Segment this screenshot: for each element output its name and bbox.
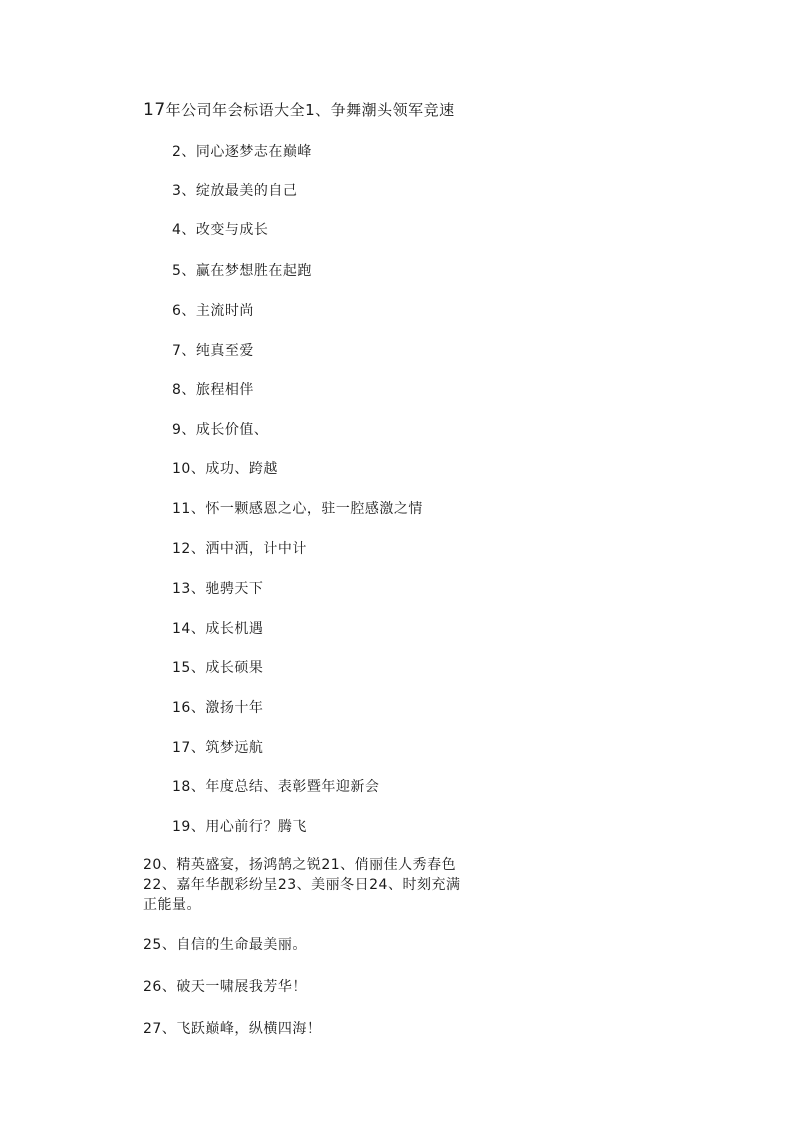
slogan-item-15: 15、成长硕果 xyxy=(172,660,264,676)
title-text: 年公司年会标语大全1、争舞潮头领军竞速 xyxy=(165,101,455,119)
slogan-item-12: 12、洒中洒，计中计 xyxy=(172,541,307,557)
slogan-item-6: 6、主流时尚 xyxy=(172,303,254,319)
title-number: 17 xyxy=(143,100,166,120)
slogan-item-11: 11、怀一颗感恩之心，驻一腔感激之情 xyxy=(172,501,423,517)
slogan-item-26: 26、破天一啸展我芳华！ xyxy=(143,979,307,995)
slogan-item-18: 18、年度总结、表彰暨年迎新会 xyxy=(172,779,380,795)
slogan-item-13: 13、驰骋天下 xyxy=(172,581,264,597)
slogan-item-3: 3、绽放最美的自己 xyxy=(172,183,298,199)
slogan-item-8: 8、旅程相伴 xyxy=(172,382,254,398)
slogan-item-27: 27、飞跃巅峰，纵横四海！ xyxy=(143,1021,322,1037)
slogan-paragraph xyxy=(143,855,503,915)
slogan-item-9: 9、成长价值、 xyxy=(172,422,269,438)
paragraph-line: 22、嘉年华靓彩纷呈23、美丽冬日24、时刻充满 xyxy=(143,877,461,893)
slogan-item-19: 19、用心前行？腾飞 xyxy=(172,819,307,835)
slogan-item-16: 16、激扬十年 xyxy=(172,700,264,716)
slogan-item-4: 4、改变与成长 xyxy=(172,222,269,238)
slogan-item-10: 10、成功、跨越 xyxy=(172,461,278,477)
paragraph-line: 20、精英盛宴，扬鸿鹄之锐21、俏丽佳人秀春色 xyxy=(143,857,457,873)
slogan-item-17: 17、筑梦远航 xyxy=(172,740,264,756)
slogan-item-2: 2、同心逐梦志在巅峰 xyxy=(172,144,312,160)
slogan-item-5: 5、赢在梦想胜在起跑 xyxy=(172,263,312,279)
document-title xyxy=(143,100,455,120)
paragraph-line: 正能量。 xyxy=(143,897,201,913)
slogan-item-25: 25、自信的生命最美丽。 xyxy=(143,937,307,953)
slogan-item-14: 14、成长机遇 xyxy=(172,621,264,637)
slogan-item-7: 7、纯真至爱 xyxy=(172,343,254,359)
